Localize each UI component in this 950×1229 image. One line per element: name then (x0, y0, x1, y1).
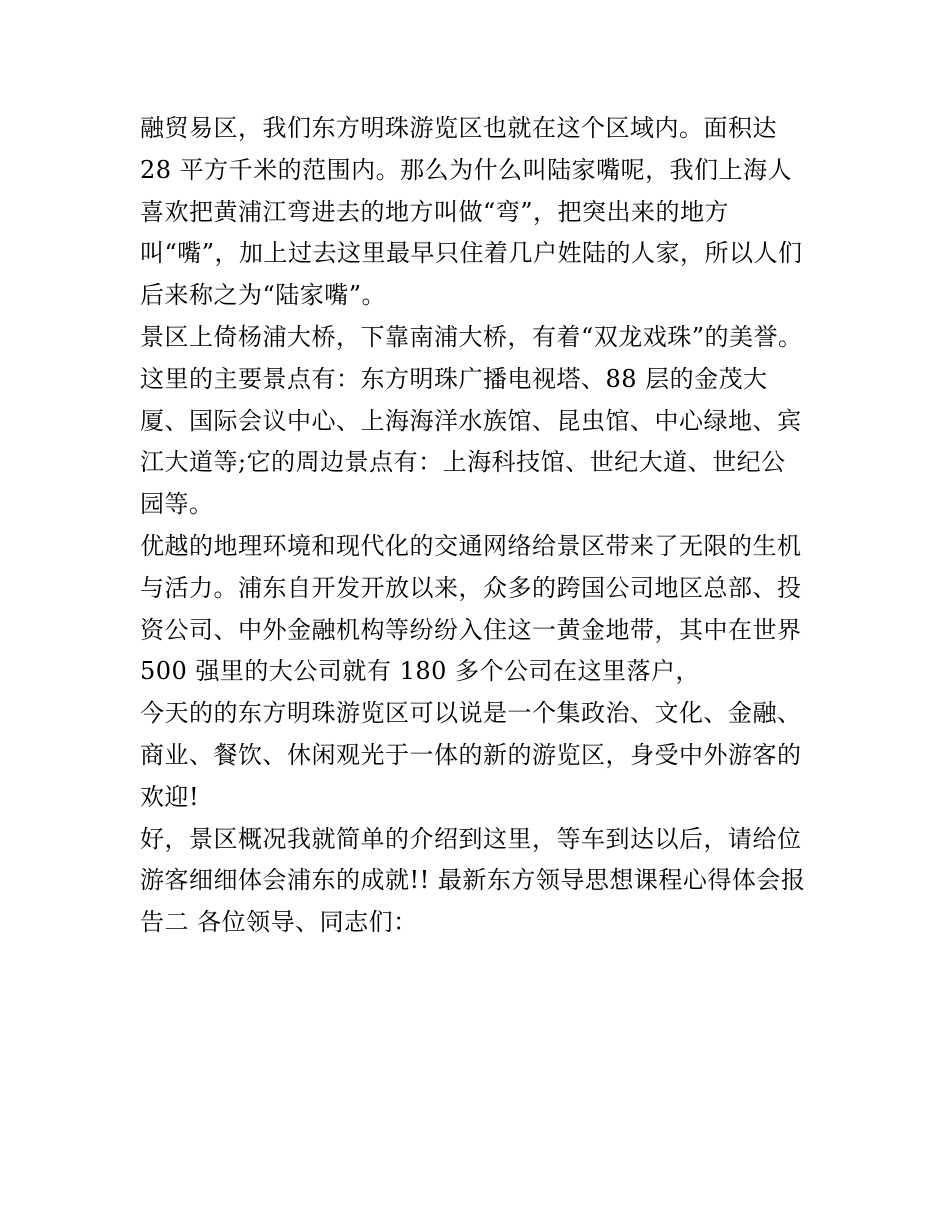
text-line: 资公司、中外金融机构等纷纷入住这一黄金地带，其中在世界 (140, 615, 802, 644)
text-line: 厦、国际会议中心、上海海洋水族馆、昆虫馆、中心绿地、宾 (140, 406, 802, 435)
text-line: 江大道等;它的周边景点有：上海科技馆、世纪大道、世纪公 (140, 448, 786, 477)
text-line: 今天的的东方明珠游览区可以说是一个集政治、文化、金融、 (140, 699, 802, 728)
text-line: 景区上倚杨浦大桥，下靠南浦大桥，有着“双龙戏珠”的美誉。 (140, 322, 803, 351)
text-line: 商业、餐饮、休闲观光于一体的新的游览区，身受中外游客的 (140, 740, 802, 769)
text-line: 告二 各位领导、同志们： (140, 908, 418, 937)
text-line: 后来称之为“陆家嘴”。 (140, 281, 387, 310)
text-line: 优越的地理环境和现代化的交通网络给景区带来了无限的生机 (140, 531, 802, 560)
text-line: 叫“嘴”，加上过去这里最早只住着几户姓陆的人家，所以人们 (140, 239, 803, 268)
text-line: 500 强里的大公司就有 180 多个公司在这里落户， (140, 657, 701, 686)
text-line: 好，景区概况我就简单的介绍到这里，等车到达以后，请给位 (140, 824, 802, 853)
text-line: 园等。 (140, 490, 214, 519)
text-line: 28 平方千米的范围内。那么为什么叫陆家嘴呢，我们上海人 (140, 155, 793, 184)
text-line: 与活力。浦东自开发开放以来，众多的跨国公司地区总部、投 (140, 573, 802, 602)
text-line: 欢迎! (140, 782, 200, 811)
text-line: 融贸易区，我们东方明珠游览区也就在这个区域内。面积达 (140, 114, 777, 142)
text-line: 喜欢把黄浦江弯进去的地方叫做“弯”，把突出来的地方 (140, 197, 730, 226)
text-line: 这里的主要景点有：东方明珠广播电视塔、88 层的金茂大 (140, 364, 768, 393)
document-body (140, 108, 820, 944)
text-line: 游客细细体会浦东的成就!! 最新东方领导思想课程心得体会报 (140, 866, 806, 895)
